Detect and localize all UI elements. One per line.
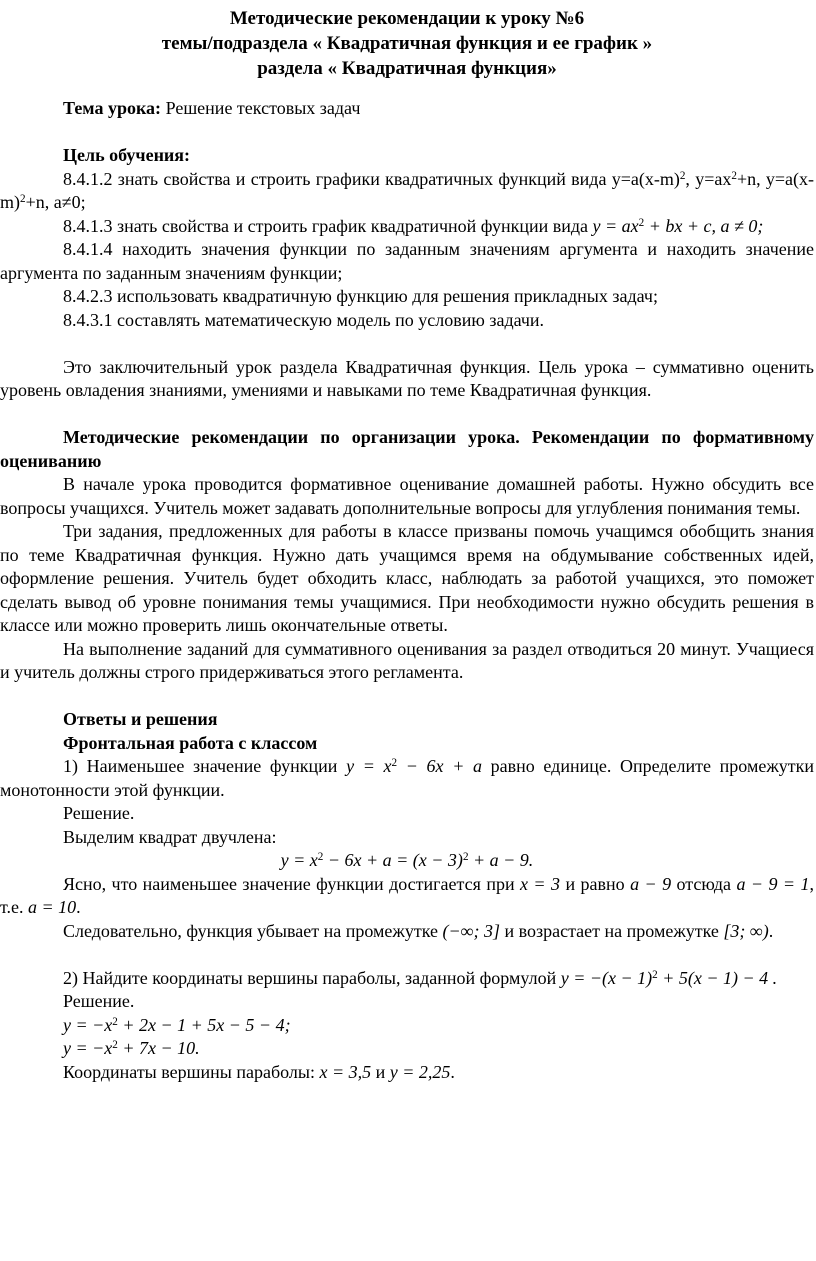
text-run: Цель обучения:: [63, 145, 191, 165]
learning-goal-heading: [0, 144, 814, 168]
blank-line: [0, 121, 814, 145]
text-run: и: [371, 1061, 390, 1082]
text-run: Ясно, что наименьшее значение функции достигается при: [63, 873, 521, 894]
superscript: 2: [679, 169, 686, 182]
timing-paragraph: [0, 638, 814, 685]
text-run: Решение.: [63, 803, 135, 823]
math-expression: + 5(x − 1) − 4 .: [657, 967, 778, 988]
title-line-2: темы/подраздела « Квадратичная функция и ее график »: [161, 33, 653, 54]
title-line-3: раздела « Квадратичная функция»: [257, 58, 557, 79]
lesson-overview: [0, 356, 814, 403]
superscript: 2: [317, 851, 324, 864]
text-run: 8.4.1.4 находить значения функции по заданным значениям аргумента и находить значение аргумента по заданным значениям функции;: [0, 239, 814, 283]
text-run: .: [76, 897, 81, 917]
goal-8-4-1-2: [0, 168, 814, 215]
blank-line: [0, 332, 814, 356]
formula-1: [0, 849, 814, 873]
math-expression: y = x: [346, 756, 392, 776]
text-run: Тема урока:: [63, 98, 166, 118]
solution-step-1: [0, 826, 814, 850]
frontal-work-heading: [0, 732, 814, 756]
text-run: 8.4.1.3 знать свойства и строить график квадратичной функции вида: [63, 215, 593, 236]
text-run: Следовательно, функция убывает на промежутке: [63, 920, 443, 941]
math-expression: x = 3,5: [319, 1061, 372, 1082]
text-run: +n, y=a(x-m): [0, 168, 815, 212]
class-tasks-paragraph: [0, 520, 814, 638]
text-run: В начале урока проводится формативное оценивание домашней работы. Нужно обсудить все вопросы учащихся. Учитель может задавать дополнительные вопросы для углубления понимания темы.: [0, 474, 814, 518]
blank-line: [0, 685, 814, 709]
superscript: 2: [391, 757, 398, 770]
text-run: Решение текстовых задач: [165, 98, 361, 118]
goal-8-4-1-4: [0, 238, 814, 285]
text-run: +n, a≠0;: [25, 192, 86, 212]
superscript: 2: [112, 1039, 118, 1052]
formative-assessment-paragraph: [0, 473, 814, 520]
text-run: Методические рекомендации по организации урока. Рекомендации по формативному оцениванию: [0, 427, 814, 471]
title-line-1: Методические рекомендации к уроку №6: [229, 8, 585, 29]
math-expression: a − 9 = 1: [736, 873, 810, 894]
math-expression: y = x: [280, 850, 318, 870]
superscript: 2: [652, 968, 658, 981]
text-run: На выполнение заданий для суммативного оценивания за раздел отводиться 20 минут. Учащиеся и учитель должны строго придерживаться этого регламента.: [0, 638, 814, 682]
math-expression: − 6x + a: [397, 756, 482, 776]
formula-2b: [0, 1037, 814, 1061]
math-expression: x = 3: [520, 873, 561, 894]
superscript: 2: [20, 193, 26, 206]
text-run: .: [450, 1061, 455, 1082]
math-expression: + 2x − 1 + 5x − 5 − 4;: [117, 1014, 291, 1035]
text-run: 8.4.3.1 составлять математическую модель по условию задачи.: [63, 309, 545, 330]
math-expression: + 7x − 10.: [117, 1038, 200, 1058]
method-recommendations-heading: [0, 426, 814, 473]
text-run: 1) Наименьшее значение функции: [63, 756, 347, 776]
math-expression: a = 10: [28, 897, 77, 917]
text-run: 8.4.2.3 использовать квадратичную функцию для решения прикладных задач;: [63, 286, 658, 306]
text-run: Ответы и решения: [63, 709, 218, 729]
superscript: 2: [638, 216, 645, 229]
superscript: 2: [462, 851, 469, 864]
formula-2a: [0, 1014, 814, 1038]
math-expression: y = 2,25: [389, 1061, 451, 1082]
solution-label-2: [0, 990, 814, 1014]
text-run: и возрастает на промежутке: [500, 920, 724, 941]
math-expression: a − 9: [630, 873, 672, 894]
text-run: и равно: [560, 873, 631, 894]
math-expression: y = −x: [63, 1038, 113, 1058]
document-body: [0, 97, 814, 1084]
text-run: Три задания, предложенных для работы в классе призваны помочь учащимся обобщить знания по теме Квадратичная функция. Нужно дать учащимся время на обдумывание собственных идей, оформление решения. Учитель будет обходить класс, наблюдать за работой учащихся, это поможет сделать вывод об уровне понимания темы учащимися. При необходимости нужно обсудить решения в классе или можно проверить лишь окончательные ответы.: [0, 521, 814, 635]
document-title: [0, 6, 814, 81]
superscript: 2: [112, 1015, 118, 1028]
answers-heading: [0, 708, 814, 732]
math-expression: y = −x: [63, 1014, 113, 1035]
answer-2: [0, 1061, 814, 1085]
text-run: , т.е.: [0, 873, 814, 917]
text-run: 8.4.1.2 знать свойства и строить графики квадратичных функций вида y=a(x-m): [63, 168, 680, 189]
math-expression: + bx + c, a ≠ 0;: [644, 215, 764, 236]
math-expression: [3; ∞): [723, 920, 769, 941]
text-run: , y=ax: [685, 168, 732, 189]
text-run: Фронтальная работа с классом: [63, 732, 318, 753]
blank-line: [0, 403, 814, 427]
text-run: Это заключительный урок раздела Квадратичная функция. Цель урока – суммативно оценить уровень овладения знаниями, умениями и навыками по теме Квадратичная функция.: [0, 356, 814, 400]
math-expression: y = −(x − 1): [560, 967, 653, 988]
goal-8-4-3-1: [0, 309, 814, 333]
solution-explanation-1: [0, 873, 814, 920]
task-2: [0, 967, 814, 991]
text-run: .: [768, 920, 774, 941]
math-expression: (−∞; 3]: [442, 920, 500, 941]
text-run: 2) Найдите координаты вершины параболы, заданной формулой: [63, 967, 561, 988]
superscript: 2: [731, 169, 737, 182]
text-run: Выделим квадрат двучлена:: [63, 826, 277, 847]
goal-8-4-1-3: [0, 215, 814, 239]
math-expression: − 6x + a = (x − 3): [323, 850, 463, 870]
blank-line: [0, 943, 814, 967]
math-expression: + a − 9.: [468, 850, 534, 870]
lesson-topic: [0, 97, 814, 121]
solution-label-1: [0, 802, 814, 826]
text-run: Координаты вершины параболы:: [63, 1061, 320, 1082]
math-expression: y = ax: [592, 215, 639, 236]
goal-8-4-2-3: [0, 285, 814, 309]
solution-conclusion-1: [0, 920, 814, 944]
text-run: равно единице. Определите промежутки монотонности этой функции.: [0, 756, 815, 800]
text-run: отсюда: [671, 873, 737, 894]
text-run: Решение.: [63, 991, 135, 1011]
task-1: [0, 755, 814, 802]
